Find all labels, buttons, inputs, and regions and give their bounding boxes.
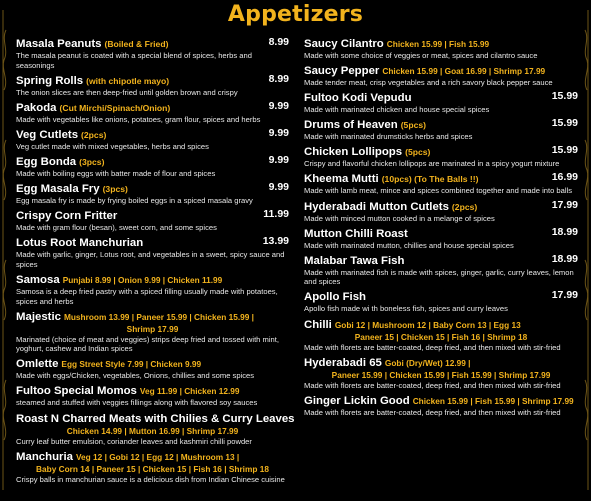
menu-item-description: steamed and stuffed with veggies fillings along with flavored soy sauces (16, 398, 258, 408)
menu-item-name: Saucy Pepper (304, 65, 380, 78)
menu-item-description: Made with florets are batter-coated, deep fried, and then mixed with stir-fried (304, 380, 561, 390)
menu-item-tag: (10pcs) (To The Balls !!) (381, 174, 479, 185)
menu-item-name: Spring Rolls (16, 74, 84, 87)
menu-item-drums-of-heaven (304, 117, 578, 142)
menu-item-options-continued: Shrimp 17.99 (126, 323, 179, 334)
menu-item-header (304, 63, 578, 78)
menu-item-name: Kheema Mutti (304, 173, 379, 186)
menu-item-description: Made with marinated drumsticks herbs and spices (304, 132, 473, 142)
menu-item-name: Fultoo Special Momos (16, 385, 137, 398)
menu-item-description: Made with marinated mutton, chillies and house special spices (304, 240, 514, 250)
menu-item-options: Egg Street Style 7.99 | Chicken 9.99 (61, 359, 202, 370)
menu-item-tag: (3pcs) (79, 156, 105, 167)
menu-item-description: Made with boiling eggs with batter made of flour and spices (16, 168, 216, 178)
menu-item-header (304, 36, 578, 51)
menu-item-header (16, 272, 289, 287)
menu-item-header (16, 100, 289, 115)
menu-item-options-continued: Baby Corn 14 | Paneer 15 | Chicken 15 | Fish 16 | Shrimp 18 (36, 463, 269, 474)
menu-item-saucy-pepper (304, 63, 578, 88)
menu-item-mutton-chilli-roast (304, 226, 578, 251)
menu-item-price: 17.99 (551, 289, 578, 302)
menu-item-description: The masala peanut is coated with a special blend of spices, herbs and seasonings (16, 51, 252, 70)
menu-item-description: Samosa is a deep fried pastry with a spiced filling usually made with potatoes, spices and herbs (16, 286, 278, 306)
menu-item-header (16, 449, 289, 464)
menu-item-name: Veg Cutlets (16, 128, 79, 141)
menu-item-options: Punjabi 8.99 | Onion 9.99 | Chicken 11.99 (62, 274, 223, 285)
menu-item-description: Made with marinated fish is made with spices, ginger, garlic, curry leaves, lemon and spices (304, 267, 574, 287)
menu-item-price: 11.99 (263, 208, 289, 221)
menu-item-header (16, 127, 289, 142)
menu-item-tag: (2pcs) (81, 129, 107, 140)
menu-item-header (304, 226, 578, 241)
menu-item-header (304, 289, 578, 304)
menu-item-price: 15.99 (551, 90, 578, 103)
menu-item-malabar-tawa-fish (304, 253, 578, 287)
menu-item-options: Chicken 15.99 | Fish 15.99 (386, 39, 490, 49)
menu-item-pakoda (16, 100, 289, 125)
menu-item-price: 15.99 (551, 117, 578, 130)
menu-item-fultoo-special-momos (16, 383, 289, 408)
menu-item-price: 18.99 (551, 252, 578, 265)
menu-item-header (16, 235, 289, 250)
menu-item-crispy-corn-fritter (16, 208, 289, 233)
menu-item-description: Made with garlic, ginger, Lotus root, and vegetables in a sweet, spicy sauce and spices (16, 250, 285, 269)
menu-item-spring-rolls (16, 73, 289, 98)
menu-item-options: Veg 11.99 | Chicken 12.99 (139, 386, 240, 397)
menu-item-options: Gobi 12 | Mushroom 12 | Baby Corn 13 | Egg 13 (334, 319, 521, 330)
menu-item-name: Chicken Lollipops (304, 146, 403, 159)
menu-item-options-continued: Paneer 15.99 | Chicken 15.99 | Fish 15.99 | Shrimp 17.99 (331, 369, 551, 380)
menu-item-price: 15.99 (551, 144, 578, 157)
menu-item-roast-n-charred-meats-with-chilies-curry-leaves (16, 411, 295, 447)
menu-item-chicken-lollipops (304, 144, 578, 169)
menu-item-description: The onion slices are then deep-fried until golden brown and crispy (16, 87, 238, 97)
menu-item-tag: (5pcs) (400, 120, 426, 131)
menu-item-tag: (5pcs) (405, 147, 431, 158)
menu-item-header (16, 181, 289, 196)
menu-item-name: Mutton Chilli Roast (304, 227, 408, 240)
menu-item-price: 9.99 (268, 153, 289, 166)
menu-item-name: Hyderabadi Mutton Cutlets (304, 200, 449, 213)
menu-item-egg-bonda (16, 154, 289, 179)
menu-item-description: Curry leaf butter emulsion, coriander leaves and kashmiri chilli powder (16, 436, 252, 446)
menu-item-description: Veg cutlet made with mixed vegetables, herbs and spices (16, 141, 209, 151)
menu-item-header (304, 317, 578, 332)
menu-item-tag: (Cut Mirchi/Spinach/Onion) (59, 102, 171, 113)
page-title: Appetizers (227, 2, 364, 27)
menu-item-description: Made with marinated chicken and house special spices (304, 105, 490, 115)
menu-item-chilli (304, 317, 578, 353)
menu-item-header (304, 90, 578, 105)
menu-item-tag: (3pcs) (102, 184, 128, 195)
menu-item-fultoo-kodi-vepudu (304, 90, 578, 115)
menu-item-price: 13.99 (262, 235, 289, 248)
menu-item-name: Egg Bonda (16, 155, 77, 168)
menu-item-header (304, 393, 578, 408)
menu-item-price: 8.99 (268, 36, 289, 48)
menu-item-header (304, 253, 578, 268)
menu-item-description: Made with lamb meat, mince and spices combined together and made into balls (304, 186, 573, 196)
menu-item-description: Made with some choice of veggies or meat, spices and cilantro sauce (304, 51, 538, 60)
menu-item-name: Lotus Root Manchurian (16, 237, 144, 250)
menu-item-header (304, 355, 578, 370)
menu-item-options-continued: Chicken 14.99 | Mutton 16.99 | Shrimp 17.99 (66, 425, 239, 436)
menu-item-header (16, 411, 295, 426)
menu-item-name: Samosa (16, 273, 60, 286)
menu-item-name: Masala Peanuts (16, 38, 102, 50)
menu-item-description: Made with eggs/Chicken, vegetables, Onions, chillies and some spices (16, 371, 255, 381)
left-column (16, 36, 295, 487)
menu-item-saucy-cilantro (304, 36, 578, 61)
menu-item-description: Made with gram flour (besan), sweet corn, and some spices (16, 223, 217, 233)
menu-item-name: Fultoo Kodi Vepudu (304, 92, 412, 105)
menu-item-name: Ginger Lickin Good (304, 394, 410, 407)
menu-item-header (304, 199, 578, 214)
menu-item-description: Apollo fish made wi th boneless fish, spices and curry leaves (304, 304, 508, 314)
menu-item-description: Made with minced mutton cooked in a melange of spices (304, 213, 495, 223)
menu-item-name: Roast N Charred Meats with Chilies & Curry Leaves (16, 412, 295, 425)
menu-item-description: Made with florets are batter-coated, deep fried, and then mixed with stir-fried (304, 342, 561, 352)
menu-item-description: Egg masala fry is made by frying boiled eggs in a spiced masala gravy (16, 196, 253, 206)
menu-item-lotus-root-manchurian (16, 235, 289, 269)
menu-item-options: Chicken 15.99 | Goat 16.99 | Shrimp 17.99 (382, 66, 546, 77)
menu-item-description: Marinated (choice of meat and veggies) strips deep fried and tossed with mint, yoghurt, cashew and Indian spices (16, 334, 279, 354)
menu-item-name: Egg Masala Fry (16, 183, 100, 196)
menu-item-name: Apollo Fish (304, 291, 367, 304)
menu-item-name: Omlette (16, 358, 59, 371)
menu-item-header (16, 36, 289, 51)
menu-item-price: 16.99 (551, 171, 578, 184)
menu-item-samosa (16, 272, 289, 306)
menu-item-name: Chilli (304, 318, 332, 331)
menu-item-name: Majestic (16, 310, 61, 323)
menu-item-description: Crispy and flavorful chicken lollipops are marinated in a spicy yogurt mixture (304, 159, 560, 169)
menu-item-kheema-mutti (304, 171, 578, 196)
menu-item-masala-peanuts (16, 36, 289, 70)
menu-item-ginger-lickin-good (304, 393, 578, 418)
menu-item-options-continued: Paneer 15 | Chicken 15 | Fish 16 | Shrimp 18 (354, 331, 528, 342)
menu-item-header (304, 171, 578, 186)
menu-item-tag: (2pcs) (451, 201, 478, 212)
menu-item-description: Made tender meat, crisp vegetables and a rich savory black pepper sauce (304, 78, 553, 88)
menu-item-header (16, 73, 289, 88)
menu-item-options: Gobi (Dry/Wet) 12.99 | (384, 357, 471, 368)
menu-item-header (16, 208, 289, 223)
menu-item-majestic (16, 309, 289, 354)
menu-item-options: Mushroom 13.99 | Paneer 15.99 | Chicken 15.99 | (63, 311, 254, 322)
menu-item-name: Saucy Cilantro (304, 38, 384, 50)
menu-item-description: Made with vegetables like onions, potatoes, gram flour, spices and herbs (16, 114, 261, 124)
menu-item-tag: (Boiled & Fried) (104, 39, 169, 49)
menu-item-tag: (with chipotle mayo) (86, 75, 170, 86)
menu-item-name: Crispy Corn Fritter (16, 210, 118, 223)
menu-item-name: Drums of Heaven (304, 119, 398, 132)
right-column (304, 36, 578, 420)
menu-item-omlette (16, 356, 289, 381)
menu-item-price: 18.99 (551, 225, 578, 238)
menu-item-price: 9.99 (268, 181, 289, 194)
menu-item-options: Chicken 15.99 | Fish 15.99 | Shrimp 17.99 (412, 395, 574, 406)
menu-item-veg-cutlets (16, 127, 289, 152)
menu-item-description: Made with florets are batter-coated, deep fried, and then mixed with stir-fried (304, 407, 561, 417)
menu-item-header (16, 154, 289, 169)
menu-item-manchuria (16, 449, 289, 485)
menu-item-header (304, 117, 578, 132)
menu-item-hyderabadi-mutton-cutlets (304, 199, 578, 224)
menu-item-name: Malabar Tawa Fish (304, 254, 405, 267)
menu-item-name: Manchuria (16, 450, 73, 463)
menu-item-price: 9.99 (268, 99, 289, 112)
menu-item-header (16, 383, 289, 398)
menu-item-egg-masala-fry (16, 181, 289, 206)
right-border-ornament (581, 0, 591, 501)
menu-item-hyderabadi-65 (304, 355, 578, 391)
menu-item-header (304, 144, 578, 159)
menu-item-price: 17.99 (551, 198, 578, 211)
menu-item-name: Hyderabadi 65 (304, 356, 382, 369)
left-border-ornament (0, 0, 10, 501)
menu-item-header (16, 309, 289, 324)
menu-item-description: Crispy balls in manchurian sauce is a delicious dish from Indian Chinese cuisine (16, 474, 285, 484)
menu-item-name: Pakoda (16, 101, 57, 114)
menu-item-apollo-fish (304, 289, 578, 314)
menu-item-options: Veg 12 | Gobi 12 | Egg 12 | Mushroom 13 | (75, 451, 240, 462)
menu-item-price: 9.99 (268, 126, 289, 139)
menu-item-price: 8.99 (268, 72, 289, 85)
menu-item-header (16, 356, 289, 371)
